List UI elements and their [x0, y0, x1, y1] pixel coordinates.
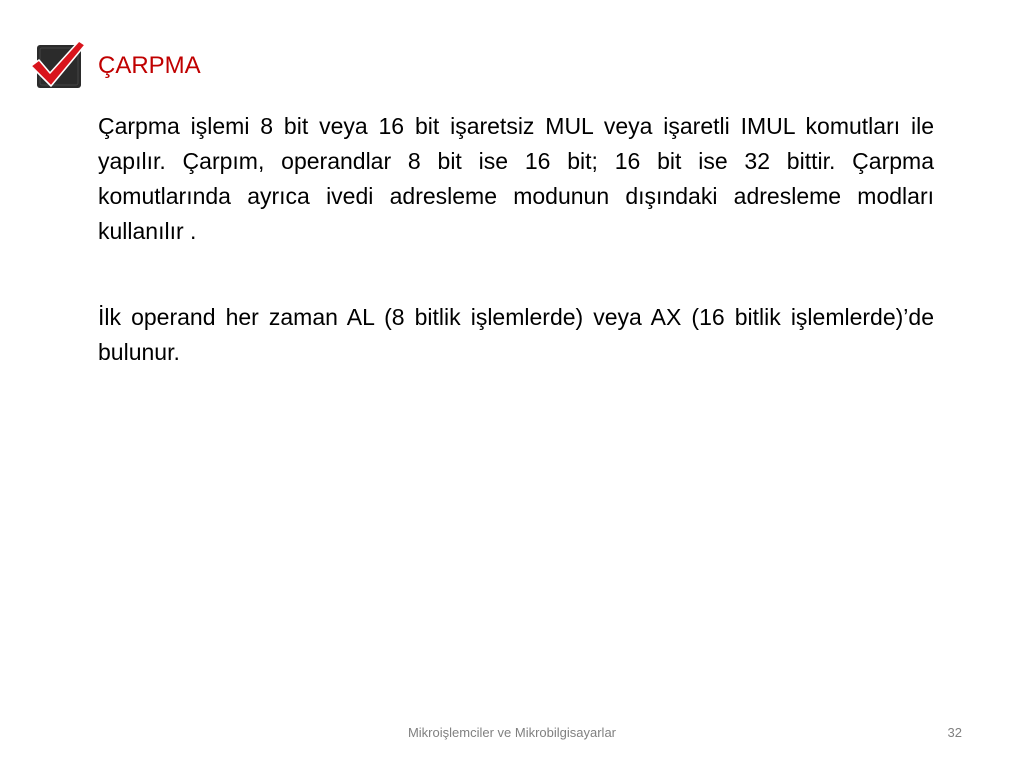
page-number: 32	[947, 725, 962, 740]
body-paragraph-1: Çarpma işlemi 8 bit veya 16 bit işaretsiz MUL veya işaretli IMUL komutları ile yapılır. Çarpım, operandlar 8 bit ise 16 bit; 16 bit ise 32 bittir. Çarpma komutlarında ayrıca ivedi adresleme modunun dışındaki adresleme modları kullanılır .	[98, 113, 934, 244]
slide-title: ÇARPMA	[98, 52, 201, 79]
footer-title: Mikroişlemciler ve Mikrobilgisayarlar	[407, 725, 617, 740]
checkmark-box-icon	[30, 40, 86, 92]
slide-body	[98, 109, 934, 370]
body-paragraph-2: İlk operand her zaman AL (8 bitlik işlemlerde) veya AX (16 bitlik işlemlerde)’de bulunur.	[98, 304, 934, 365]
